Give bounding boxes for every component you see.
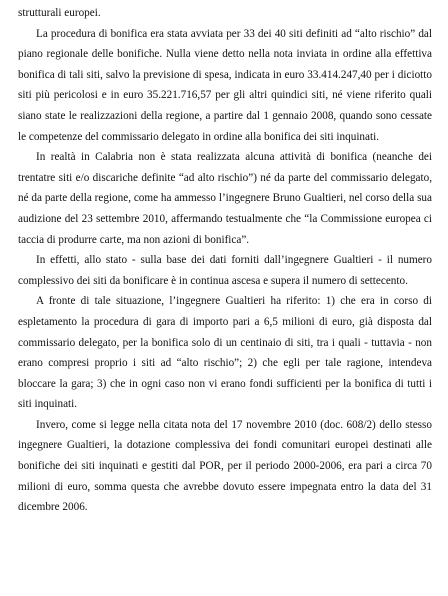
paragraph-funds: Invero, come si legge nella citata nota del 17 novembre 2010 (doc. 608/2) dello stesso ingegnere Gualtieri, la dotazione complessiva dei fondi comunitari europei destinati alle bonifiche dei siti inquinati e gestiti dal POR, per il periodo 2000-2006, era pari a circa 70 milioni di euro, somma questa che avrebbe dovuto essere impegnata entro la data del 31 dicembre 2006. [18,418,432,514]
paragraph-procedure: La procedura di bonifica era stata avviata per 33 dei 40 siti definiti ad “alto rischio” dal piano regionale delle bonifiche. Nulla viene detto nella nota inviata in ordine alla effettiva bonifica di tali siti, salvo la previsione di spesa, indicata in euro 33.414.247,40 per i diciotto siti più pericolosi e in euro 35.221.716,57 per gli altri quindici siti, né viene riferito quali siano state le realizzazioni della regione, a partire dal 1 gennaio 2008, quando sono cessate le competenze del commissario delegato in ordine alla bonifica dei siti inquinati. [18,27,432,143]
paragraph-situation: A fronte di tale situazione, l’ingegnere Gualtieri ha riferito: 1) che era in corso di espletamento la procedura di gara di importo pari a 6,5 milioni di euro, già disposta dal commissario delegato, per la bonifica solo di un centinaio di siti, tra i quali - tuttavia - non erano compresi proprio i siti ad “alto rischio”; 2) che egli per tale ragione, intendeva bloccare la gara; 3) che in ogni caso non vi erano fondi sufficienti per la bonifica di tutti i siti inquinati. [18,295,432,411]
paragraph-calabria: In realtà in Calabria non è stata realizzata alcuna attività di bonifica (neanche dei trentatre siti e/o discariche definite “ad alto rischio”) né da parte del commissario delegato, né da parte della regione, come ha ammesso l’ingegnere Bruno Gualtieri, nel corso della sua audizione del 23 settembre 2010, affermando testualmente che “la Commissione europea ci taccia di produrre carte, ma non azioni di bonifica”. [18,151,432,246]
paragraph-continuation: strutturali europei. [18,7,101,19]
paragraph-effects: In effetti, allo stato - sulla base dei dati forniti dall’ingegnere Gualtieri - il numero complessivo dei siti da bonificare è in continua ascesa e supera il numero di settecento. [18,254,432,287]
